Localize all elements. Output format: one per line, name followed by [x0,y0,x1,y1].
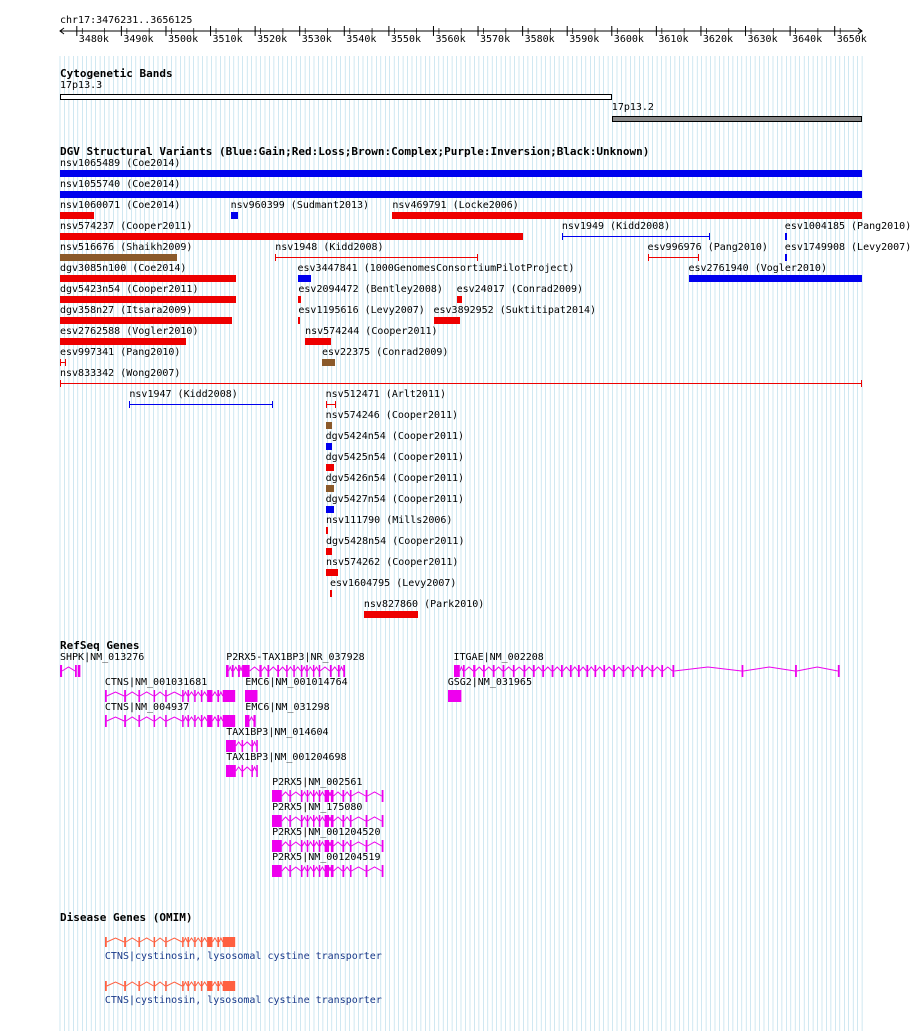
dgv-track-title: DGV Structural Variants (Blue:Gain;Red:Loss;Brown:Complex;Purple:Inversion;Black:Unknown) [60,145,650,158]
omim-gene-label[interactable]: CTNS|cystinosin, lysosomal cystine transporter [104,995,382,1006]
dgv-variant-line[interactable] [60,380,862,387]
gene-label: P2RX5|NM_001204520 [272,827,381,838]
gene-model[interactable] [271,839,387,853]
ruler-tick-label: 3620k [702,34,733,45]
dgv-variant-label: esv3447841 (1000GenomesConsortiumPilotProject) [297,263,575,274]
dgv-variant-label: dgv5427n54 (Cooper2011) [325,494,465,505]
dgv-variant-bar[interactable] [434,317,461,324]
dgv-variant-bar[interactable] [326,422,333,429]
omim-track-title: Disease Genes (OMIM) [60,911,193,924]
gene-label: EMC6|NM_001014764 [245,677,348,688]
dgv-variant-line[interactable] [326,401,337,408]
gene-label: ITGAE|NM_002208 [453,652,544,663]
omim-gene-label[interactable]: CTNS|cystinosin, lysosomal cystine transporter [104,951,382,962]
gene-model[interactable] [225,739,261,753]
gene-model[interactable] [453,664,843,678]
ruler-tick-label: 3500k [168,34,199,45]
ruler-tick-label: 3560k [435,34,466,45]
dgv-variant-label: nsv1949 (Kidd2008) [561,221,671,232]
dgv-variant-bar[interactable] [60,317,232,324]
dgv-variant-label: nsv833342 (Wong2007) [60,368,181,379]
dgv-variant-bar[interactable] [60,170,862,177]
dgv-variant-label: esv1195616 (Levy2007) [298,305,425,316]
ruler-tick-label: 3590k [569,34,600,45]
gene-model[interactable] [447,689,464,703]
dgv-variant-label: esv996976 (Pang2010) [647,242,768,253]
gene-label: P2RX5-TAX1BP3|NR_037928 [226,652,365,663]
dgv-variant-label: nsv512471 (Arlt2011) [325,389,447,400]
gene-label: P2RX5|NM_001204519 [272,852,381,863]
dgv-variant-line[interactable] [275,254,478,261]
dgv-variant-label: nsv1065489 (Coe2014) [60,158,181,169]
dgv-variant-bar[interactable] [326,485,335,492]
ruler-tick-label: 3550k [390,34,421,45]
dgv-variant-bar[interactable] [326,506,335,513]
gene-model[interactable] [244,714,259,728]
dgv-variant-bar[interactable] [60,191,862,198]
dgv-variant-label: nsv960399 (Sudmant2013) [230,200,370,211]
ruler-tick-label: 3600k [613,34,644,45]
dgv-variant-label: nsv574244 (Cooper2011) [305,326,438,337]
ruler-title: chr17:3476231..3656125 [60,15,193,26]
dgv-variant-bar[interactable] [322,359,335,366]
ruler-tick-label: 3510k [212,34,243,45]
dgv-variant-bar[interactable] [326,464,335,471]
gene-model[interactable] [271,814,387,828]
gene-label: CTNS|NM_004937 [104,702,190,713]
dgv-variant-label: nsv574246 (Cooper2011) [325,410,459,421]
dgv-variant-bar[interactable] [785,254,787,261]
dgv-variant-bar[interactable] [689,275,863,282]
dgv-variant-label: dgv358n27 (Itsara2009) [60,305,193,316]
ruler-tick-label: 3570k [480,34,511,45]
dgv-variant-bar[interactable] [330,590,332,597]
gene-model[interactable] [59,664,83,678]
dgv-variant-label: esv22375 (Conrad2009) [322,347,449,358]
dgv-variant-bar[interactable] [326,548,332,555]
dgv-variant-bar[interactable] [298,296,301,303]
gene-label: P2RX5|NM_175080 [272,802,363,813]
omim-gene-model[interactable] [104,936,238,948]
dgv-variant-bar[interactable] [60,233,523,240]
ruler-tick-label: 3530k [301,34,332,45]
cyto-band[interactable] [60,94,612,100]
dgv-variant-label: esv997341 (Pang2010) [60,347,181,358]
dgv-variant-label: dgv5428n54 (Cooper2011) [326,536,465,547]
cyto-band[interactable] [612,116,862,122]
dgv-variant-label: nsv1947 (Kidd2008) [129,389,238,400]
dgv-variant-bar[interactable] [326,443,333,450]
ruler-tick-label: 3540k [346,34,377,45]
gene-label: TAX1BP3|NM_001204698 [226,752,347,763]
ruler-tick-label: 3480k [78,34,109,45]
gene-label: EMC6|NM_031298 [245,702,330,713]
dgv-variant-bar[interactable] [60,212,94,219]
dgv-variant-label: esv24017 (Conrad2009) [456,284,584,295]
ruler-tick-label: 3580k [524,34,555,45]
ruler-tick-label: 3610k [658,34,689,45]
dgv-variant-label: dgv5426n54 (Cooper2011) [325,473,465,484]
refseq-track-title: RefSeq Genes [60,639,140,652]
dgv-variant-bar[interactable] [392,212,862,219]
ruler-tick-label: 3490k [123,34,154,45]
dgv-variant-label: nsv574237 (Cooper2011) [60,221,193,232]
gene-model[interactable] [225,764,261,778]
gene-model[interactable] [225,664,348,678]
omim-gene-model[interactable] [104,980,238,992]
dgv-variant-bar[interactable] [457,296,462,303]
ruler-tick-label: 3630k [747,34,778,45]
gene-model[interactable] [104,689,238,703]
dgv-variant-bar[interactable] [326,569,338,576]
dgv-variant-bar[interactable] [298,317,300,324]
dgv-variant-line[interactable] [129,401,273,408]
dgv-variant-label: nsv469791 (Locke2006) [392,200,519,211]
dgv-variant-label: dgv3085n100 (Coe2014) [60,263,187,274]
gene-label: TAX1BP3|NM_014604 [226,727,329,738]
dgv-variant-line[interactable] [60,359,66,366]
dgv-variant-label: esv2762588 (Vogler2010) [60,326,199,337]
dgv-variant-bar[interactable] [60,296,236,303]
dgv-variant-label: nsv1060071 (Coe2014) [60,200,181,211]
dgv-variant-label: esv2094472 (Bentley2008) [298,284,443,295]
dgv-variant-label: nsv1055740 (Coe2014) [60,179,181,190]
dgv-variant-bar[interactable] [60,254,177,261]
cyto-band-label: 17p13.2 [611,102,654,113]
gene-model[interactable] [271,789,387,803]
dgv-variant-label: nsv516676 (Shaikh2009) [60,242,193,253]
gene-model[interactable] [104,714,238,728]
gene-label: GSG2|NM_031965 [447,677,532,688]
dgv-variant-label: esv3892952 (Suktitipat2014) [433,305,597,316]
dgv-variant-bar[interactable] [305,338,331,345]
ruler-tick-label: 3520k [257,34,288,45]
dgv-variant-label: dgv5423n54 (Cooper2011) [60,284,199,295]
gene-model[interactable] [271,864,387,878]
cyto-track-title: Cytogenetic Bands [60,67,173,80]
ruler-tick-label: 3640k [792,34,823,45]
gene-label: CTNS|NM_001031681 [104,677,208,688]
dgv-variant-label: nsv1948 (Kidd2008) [275,242,384,253]
dgv-variant-label: nsv111790 (Mills2006) [326,515,453,526]
dgv-variant-label: esv1749908 (Levy2007) [784,242,911,253]
ruler-tick-label: 3650k [836,34,867,45]
dgv-variant-bar[interactable] [60,338,186,345]
gene-model[interactable] [244,689,261,703]
dgv-variant-bar[interactable] [785,233,787,240]
dgv-variant-label: nsv827860 (Park2010) [363,599,485,610]
cyto-band-label: 17p13.3 [60,80,103,91]
dgv-variant-bar[interactable] [60,275,236,282]
dgv-variant-label: dgv5425n54 (Cooper2011) [325,452,465,463]
dgv-variant-label: esv2761940 (Vogler2010) [688,263,827,274]
dgv-variant-label: nsv574262 (Cooper2011) [326,557,459,568]
ruler-axis[interactable] [0,0,890,60]
dgv-variant-line[interactable] [648,254,699,261]
dgv-variant-bar[interactable] [326,527,328,534]
dgv-variant-bar[interactable] [231,212,239,219]
dgv-variant-bar[interactable] [298,275,311,282]
dgv-variant-label: esv1604795 (Levy2007) [330,578,457,589]
dgv-variant-label: esv1004185 (Pang2010) [784,221,911,232]
dgv-variant-bar[interactable] [364,611,418,618]
gene-label: SHPK|NM_013276 [60,652,145,663]
dgv-variant-line[interactable] [562,233,710,240]
dgv-variant-label: dgv5424n54 (Cooper2011) [325,431,465,442]
gene-label: P2RX5|NM_002561 [272,777,363,788]
